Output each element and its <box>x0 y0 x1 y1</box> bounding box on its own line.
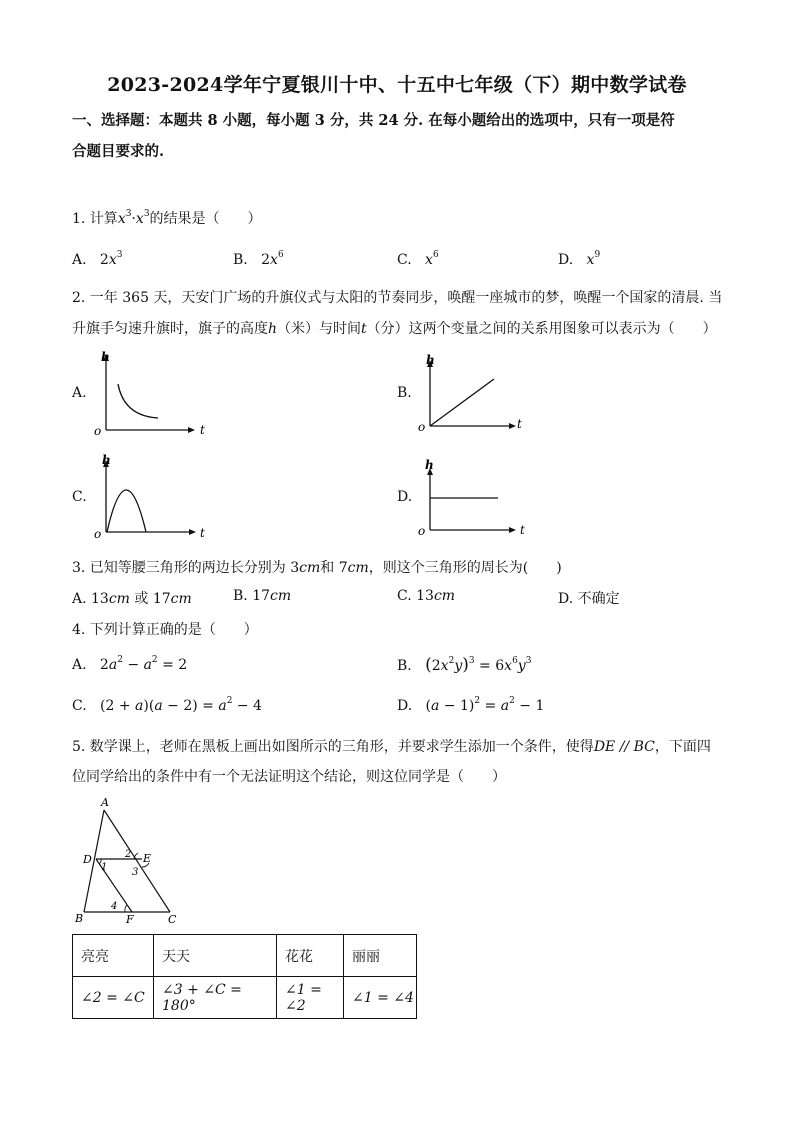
header-liangliang: 亮亮 <box>73 935 154 977</box>
q2-stem-line2: 升旗手匀速升旗时，旗子的高度h（米）与时间t（分）这两个变量之间的关系用图象可以表示为（ ） <box>72 321 717 337</box>
header-tiantian: 天天 <box>154 935 277 977</box>
origin-label: o <box>94 424 102 438</box>
arch-curve <box>107 490 146 532</box>
x-axis-arrow <box>509 423 516 429</box>
q3-option-a: A. 13cm 或 17cm <box>72 591 192 607</box>
q3-stem: 3. 已知等腰三角形的两边长分别为 3cm和 7cm，则这个三角形的周长为( ) <box>72 560 562 576</box>
condition-liangliang: ∠2 = ∠C <box>73 977 154 1019</box>
condition-tiantian: ∠3 + ∠C = 180° <box>154 977 277 1019</box>
point-c-label: C <box>168 913 177 926</box>
q2-stem-line1: 2. 一年 365 天，天安门广场的升旗仪式与太阳的节奏同步，唤醒一座城市的梦，唤醒一个国家的清晨. 当 <box>72 290 723 306</box>
q5-triangle-figure <box>70 796 190 928</box>
section-heading-line1: 一、选择题：本题共 8 小题，每小题 3 分，共 24 分. 在每小题给出的选项中，只有一项是符 <box>72 112 675 129</box>
q1-expression: $x^3\cdot x^3$ <box>117 209 150 227</box>
origin-label: o <box>418 524 426 538</box>
q4-option-b: B. $(2x^2y)^3 = 6x^6y^3$ <box>397 655 532 675</box>
q5-stem-line2: 位同学给出的条件中有一个无法证明这个结论，则这位同学是（ ） <box>72 769 506 785</box>
page-title: 2023-2024学年宁夏银川十中、十五中七年级（下）期中数学试卷 <box>107 74 687 96</box>
q1-option-d: D. $x^9$ <box>558 250 601 268</box>
q4-option-d: D. $(a - 1)^2 = a^2 - 1$ <box>397 696 545 714</box>
x-axis-label: t <box>200 526 205 540</box>
origin-label: o <box>418 420 426 434</box>
decreasing-curve <box>118 384 158 418</box>
q1-stem: 1. 计算$x^3\cdot x^3$的结果是（ ） <box>72 209 262 227</box>
y-axis-label: h <box>102 453 111 467</box>
angle-2-arc <box>134 853 138 859</box>
q4-stem: 4. 下列计算正确的是（ ） <box>72 622 258 638</box>
q2-label-a: A. <box>72 385 87 401</box>
header-huahua: 花花 <box>277 935 344 977</box>
q5-stem-line1: 5. 数学课上，老师在黑板上画出如图所示的三角形，并要求学生添加一个条件，使得DE // BC，下面四 <box>72 739 711 755</box>
q1-option-c: C. $x^6$ <box>397 250 439 268</box>
point-b-label: B <box>75 912 84 925</box>
x-axis-label: t <box>200 423 205 437</box>
q2-graph-b <box>412 348 542 436</box>
q2-graph-a <box>88 348 218 440</box>
condition-huahua: ∠1 = ∠2 <box>277 977 344 1019</box>
q3-option-d: D. 不确定 <box>558 591 620 607</box>
angle-4-arc <box>125 905 127 912</box>
angle-2-label: 2 <box>125 849 132 860</box>
q4-option-a: A. $2a^2 - a^2 = 2$ <box>72 655 188 673</box>
table-condition-row <box>73 977 417 1019</box>
point-f-label: F <box>126 913 134 926</box>
y-axis-label: h <box>425 458 434 472</box>
x-axis-arrow <box>188 427 195 433</box>
angle-3-label: 3 <box>132 867 139 878</box>
x-axis-arrow <box>189 529 196 535</box>
angle-4-label: 4 <box>111 901 118 912</box>
y-axis-label: h <box>426 353 435 367</box>
q2-graph-d <box>412 450 542 540</box>
section-heading-line2: 合题目要求的. <box>72 143 165 160</box>
angle-1-label: 1 <box>101 862 108 873</box>
increasing-line <box>430 379 494 426</box>
q2-label-d: D. <box>397 489 413 505</box>
q3-option-c: C. 13cm <box>397 588 456 604</box>
y-axis-label: h <box>101 350 110 364</box>
side-ac <box>104 810 170 912</box>
point-e-label: E <box>143 852 152 865</box>
x-axis-label: t <box>520 523 525 537</box>
q2-label-b: B. <box>397 385 412 401</box>
x-axis-label: t <box>517 417 522 431</box>
table-header-row <box>73 935 417 977</box>
q1-option-a: A. $2x^3$ <box>72 250 123 268</box>
header-lili: 丽丽 <box>344 935 417 977</box>
q2-graph-c <box>88 448 218 542</box>
q5-conditions-table <box>72 934 417 1019</box>
point-a-label: A <box>101 796 109 809</box>
q4-option-c: C. $(2 + a)(a - 2) = a^2 - 4$ <box>72 696 262 714</box>
q1-option-b: B. $2x^6$ <box>233 250 284 268</box>
x-axis-arrow <box>509 527 516 533</box>
point-d-label: D <box>83 853 92 866</box>
origin-label: o <box>94 527 102 541</box>
q3-option-b: B. 17cm <box>233 588 292 604</box>
q2-label-c: C. <box>72 489 87 505</box>
condition-lili: ∠1 = ∠4 <box>344 977 417 1019</box>
